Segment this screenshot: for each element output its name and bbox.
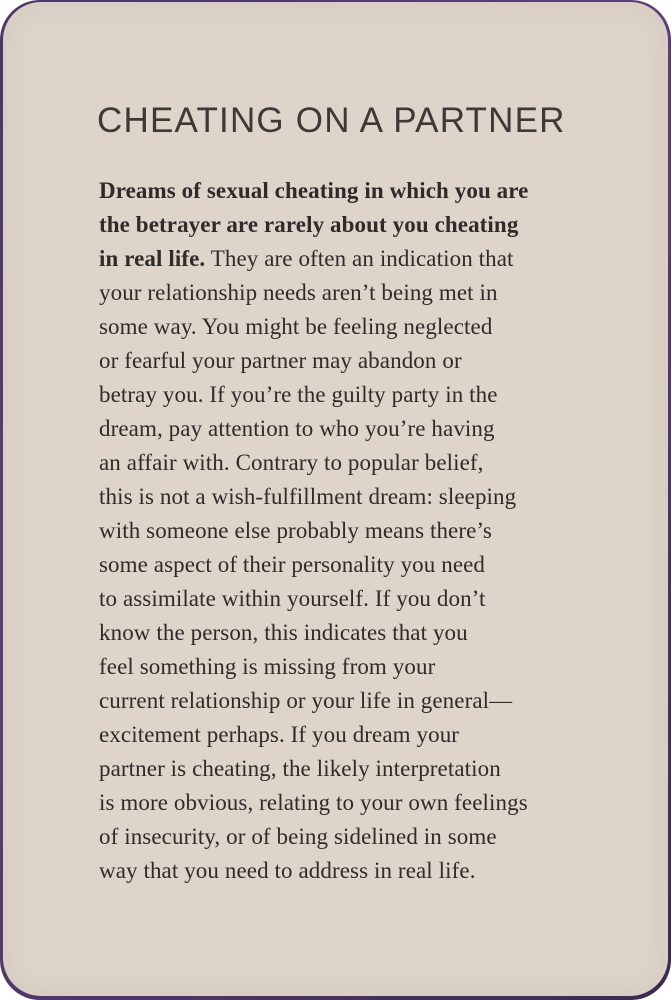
text-line-regular: an affair with. Contrary to popular belief, — [99, 450, 484, 475]
text-line-regular: partner is cheating, the likely interpretation — [99, 756, 501, 781]
text-line-regular: current relationship or your life in general— — [99, 688, 513, 713]
text-line — [99, 480, 599, 514]
text-line-regular: of insecurity, or of being sidelined in some — [99, 824, 497, 849]
text-line — [99, 684, 599, 718]
text-line-regular: excitement perhaps. If you dream your — [99, 722, 460, 747]
card-title: CHEATING ON A PARTNER — [97, 101, 566, 140]
text-line — [99, 514, 599, 548]
text-line-regular: some aspect of their personality you need — [99, 552, 486, 577]
text-line-regular: betray you. If you’re the guilty party in the — [99, 382, 498, 407]
text-line — [99, 174, 599, 208]
text-line-regular: feel something is missing from your — [99, 654, 436, 679]
text-line-bold: in real life. — [99, 246, 206, 271]
text-line — [99, 276, 599, 310]
text-line-regular: to assimilate within yourself. If you don’t — [99, 586, 486, 611]
text-line — [99, 242, 599, 276]
text-line-bold: the betrayer are rarely about you cheating — [99, 212, 519, 237]
text-line — [99, 446, 599, 480]
text-line-regular: or fearful your partner may abandon or — [99, 348, 462, 373]
text-line — [99, 786, 599, 820]
text-line — [99, 548, 599, 582]
text-line-regular: some way. You might be feeling neglected — [99, 314, 493, 339]
text-line — [99, 582, 599, 616]
text-line-regular: your relationship needs aren’t being met in — [99, 280, 498, 305]
text-line-regular: this is not a wish-fulfillment dream: sleeping — [99, 484, 517, 509]
text-line — [99, 752, 599, 786]
text-line-regular: with someone else probably means there’s — [99, 518, 492, 543]
text-line — [99, 854, 599, 888]
text-line — [99, 820, 599, 854]
text-line — [99, 378, 599, 412]
text-line-regular: is more obvious, relating to your own feelings — [99, 790, 528, 815]
text-line — [99, 344, 599, 378]
text-line-regular: way that you need to address in real life. — [99, 858, 476, 883]
card-body-text — [99, 174, 599, 888]
text-line — [99, 616, 599, 650]
text-line — [99, 412, 599, 446]
text-line-regular: know the person, this indicates that you — [99, 620, 468, 645]
text-line-bold: Dreams of sexual cheating in which you are — [99, 178, 529, 203]
dream-card — [3, 2, 668, 996]
text-line-regular: dream, pay attention to who you’re having — [99, 416, 495, 441]
text-line — [99, 208, 599, 242]
text-line — [99, 650, 599, 684]
text-line — [99, 718, 599, 752]
text-line — [99, 310, 599, 344]
text-line-regular: They are often an indication that — [205, 246, 514, 271]
